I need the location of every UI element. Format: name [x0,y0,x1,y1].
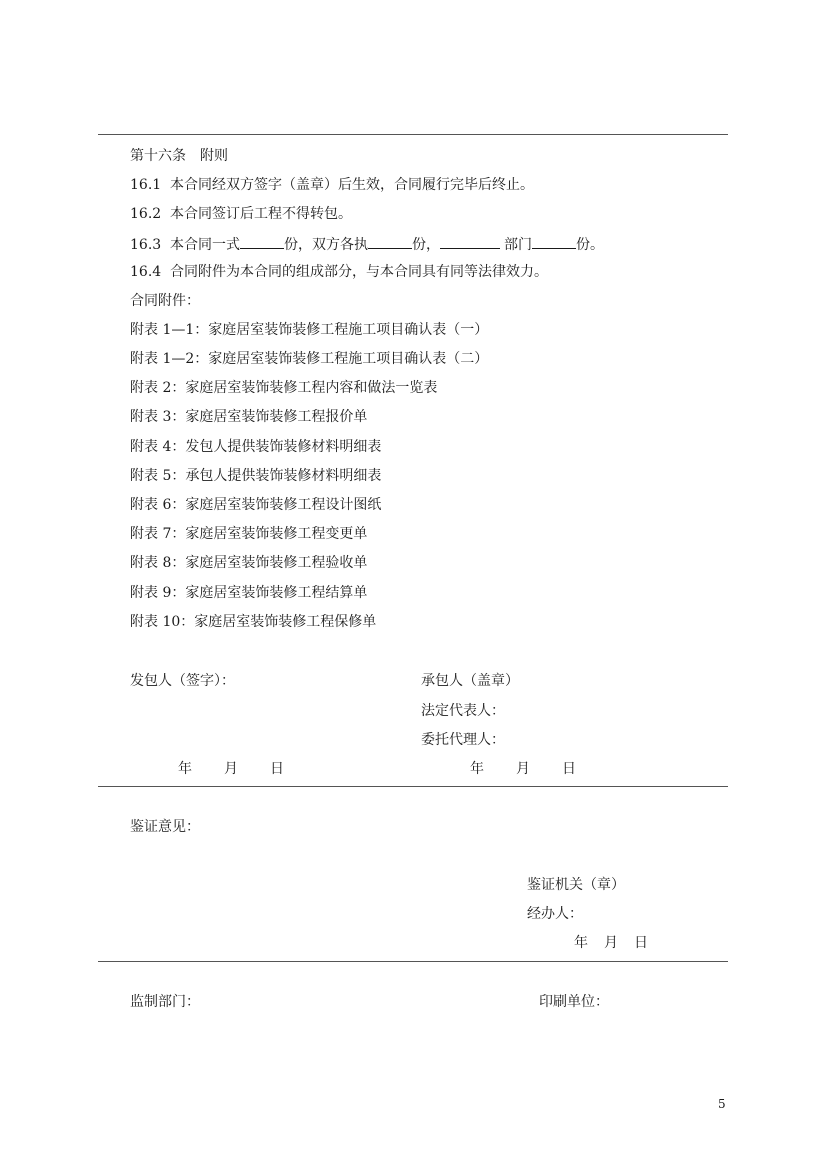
clause-16-4 [130,263,548,281]
article-title: 第十六条 附则 [130,148,228,164]
clause-16-3 [130,234,604,254]
printer-label: 印刷单位： [539,994,609,1010]
clause-number: 16.3 [130,237,162,253]
attachment-item: 附表 3：家庭居室装饰装修工程报价单 [130,409,368,425]
year-label: 年 [178,761,192,777]
month-label: 月 [224,761,238,777]
clause-text-b: 份，双方各执 [284,237,368,253]
year-label: 年 [470,761,484,777]
top-rule [98,134,728,135]
attachment-item: 附表 1—2：家庭居室装饰装修工程施工项目确认表（二） [130,351,489,367]
verification-rule [98,961,728,962]
clause-text-a: 本合同一式 [170,237,240,253]
year-label: 年 [574,935,588,951]
page-number: 5 [718,1097,726,1111]
attachment-item: 附表 2：家庭居室装饰装修工程内容和做法一览表 [130,380,438,396]
verification-opinion-label: 鉴证意见： [130,819,200,835]
clause-text-e: 份。 [576,237,604,253]
contractor-date [470,760,576,778]
clause-text-d: 部门 [504,237,532,253]
copies-total-blank[interactable] [240,234,284,249]
contractor-seal-label: 承包人（盖章） [421,673,519,689]
employer-signature-label: 发包人（签字）： [130,673,235,689]
attachment-item: 附表 5：承包人提供装饰装修材料明细表 [130,468,382,484]
month-label: 月 [516,761,530,777]
department-copies-blank[interactable] [532,234,576,249]
clause-number: 16.4 [130,264,162,280]
day-label: 日 [634,935,648,951]
clause-16-2 [130,205,352,223]
signature-rule [98,786,728,787]
month-label: 月 [604,935,618,951]
legal-representative-label: 法定代表人： [421,703,505,719]
attachment-item: 附表 8：家庭居室装饰装修工程验收单 [130,555,368,571]
attachment-item: 附表 1—1：家庭居室装饰装修工程施工项目确认表（一） [130,322,489,338]
supervisor-label: 监制部门： [130,994,200,1010]
copies-each-blank[interactable] [368,234,412,249]
attachment-item: 附表 6：家庭居室装饰装修工程设计图纸 [130,497,382,513]
clause-text: 本合同经双方签字（盖章）后生效，合同履行完毕后终止。 [170,177,534,193]
employer-date [178,760,284,778]
authorized-agent-label: 委托代理人： [421,732,505,748]
attachment-item: 附表 9：家庭居室装饰装修工程结算单 [130,585,368,601]
day-label: 日 [562,761,576,777]
clause-number: 16.1 [130,177,162,193]
day-label: 日 [270,761,284,777]
clause-text: 本合同签订后工程不得转包。 [170,206,352,222]
clause-text-c: 份， [412,237,440,253]
attachment-item: 附表 7：家庭居室装饰装修工程变更单 [130,526,368,542]
attachment-item: 附表 10：家庭居室装饰装修工程保修单 [130,614,377,630]
attachments-heading: 合同附件： [130,293,200,309]
verification-authority-label: 鉴证机关（章） [527,877,625,893]
handler-label: 经办人： [527,906,583,922]
clause-number: 16.2 [130,206,162,222]
clause-text: 合同附件为本合同的组成部分，与本合同具有同等法律效力。 [170,264,548,280]
clause-16-1 [130,176,534,194]
verification-date [574,934,648,952]
attachment-item: 附表 4：发包人提供装饰装修材料明细表 [130,439,382,455]
department-name-blank[interactable] [440,234,500,249]
